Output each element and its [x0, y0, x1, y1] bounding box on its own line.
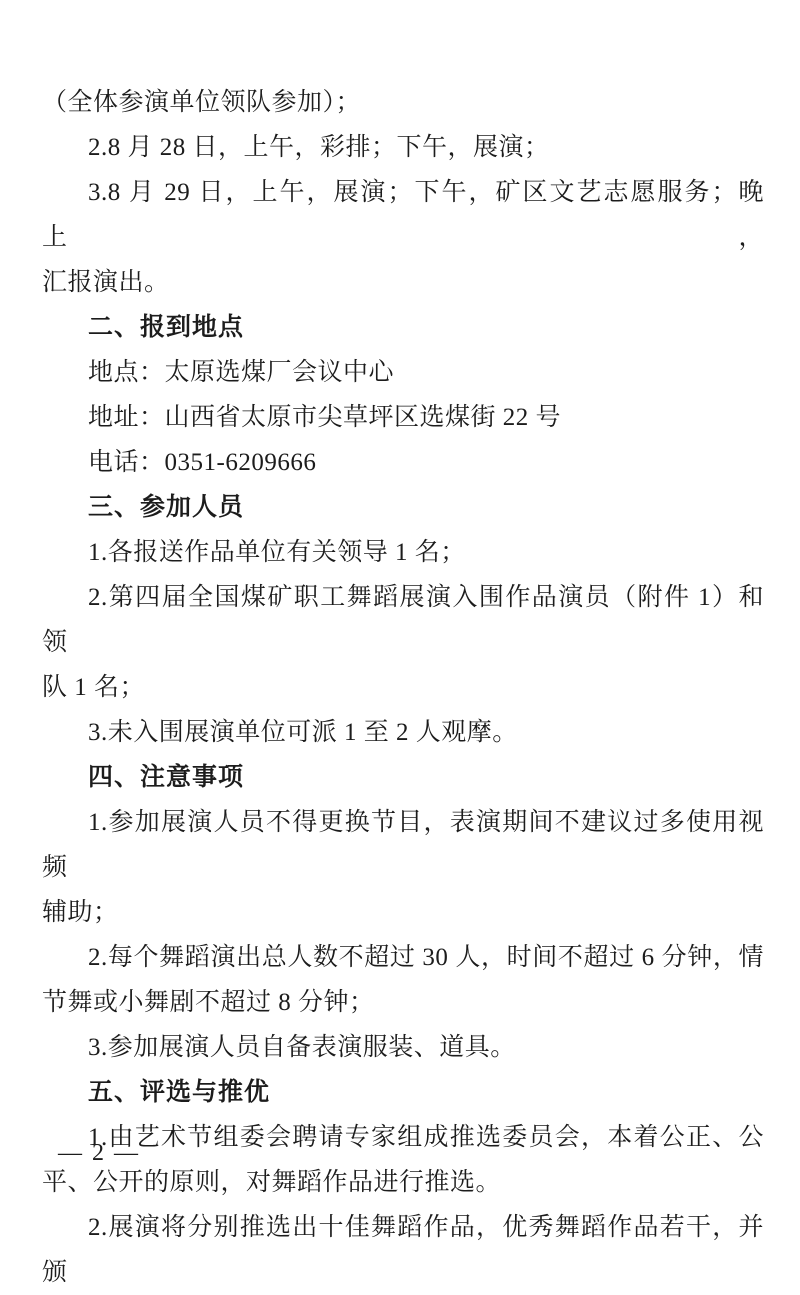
text-line: 辅助； [42, 899, 119, 926]
text-line: 3.未入围展演单位可派 1 至 2 人观摩。 [88, 719, 518, 746]
text-line: 1.由艺术节组委会聘请专家组成推选委员会，本着公正、公 [88, 1124, 764, 1151]
text-line: 1.参加展演人员不得更换节目，表演期间不建议过多使用视频 [42, 809, 764, 881]
text-line: （全体参演单位领队参加）； [42, 89, 362, 116]
text-line: 汇报演出。 [42, 269, 170, 296]
section-heading-4: 四、注意事项 [88, 763, 245, 791]
text-line: 2.8 月 28 日，上午，彩排；下午，展演； [88, 134, 550, 161]
text-line: 3.8 月 29 日，上午，展演；下午，矿区文艺志愿服务；晚上， [42, 179, 764, 251]
section-heading-5: 五、评选与推优 [88, 1078, 271, 1106]
text-line: 队 1 名； [42, 674, 146, 701]
text-line: 2.第四届全国煤矿职工舞蹈展演入围作品演员（附件 1）和领 [42, 584, 764, 656]
text-line: 电话：0351-6209666 [88, 449, 317, 476]
section-heading-2: 二、报到地点 [88, 313, 245, 341]
text-line: 地址：山西省太原市尖草坪区选煤街 22 号 [88, 404, 562, 431]
text-line: 平、公开的原则，对舞蹈作品进行推选。 [42, 1169, 502, 1196]
text-line: 2.展演将分别推选出十佳舞蹈作品，优秀舞蹈作品若干，并颁 [42, 1214, 764, 1286]
text-line: 地点：太原选煤厂会议中心 [88, 359, 395, 386]
text-line: 3.参加展演人员自备表演服装、道具。 [88, 1034, 516, 1061]
text-line: 2.每个舞蹈演出总人数不超过 30 人，时间不超过 6 分钟，情 [88, 944, 764, 971]
section-heading-3: 三、参加人员 [88, 493, 245, 521]
page-number: — 2 — [58, 1140, 140, 1166]
text-line: 节舞或小舞剧不超过 8 分钟； [42, 989, 375, 1016]
text-line: 1.各报送作品单位有关领导 1 名； [88, 539, 466, 566]
